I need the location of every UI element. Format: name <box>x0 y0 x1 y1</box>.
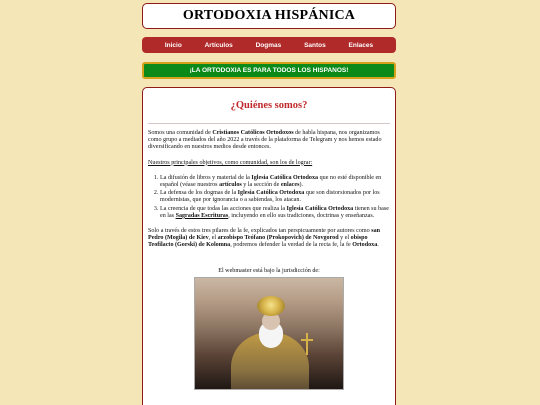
intro-paragraph <box>148 130 390 152</box>
pillars-saint-peter: san Pedro (Mogila) de Kiev <box>148 228 381 242</box>
banner-text: ¡LA ORTODOXIA ES PARA TODOS LOS HISPANOS! <box>189 67 349 74</box>
content-panel <box>142 87 396 405</box>
objective-item-3 <box>160 206 390 220</box>
pillars-text-i: . <box>377 242 379 249</box>
intro-text-a: Somos una comunidad de <box>148 130 213 136</box>
objectives-title: Nuestros principales objetivos, como comunidad, son los de lograr: <box>148 159 313 166</box>
pillars-theophylact: obispo Teofilacto (Gorski) de Kolomna <box>148 235 368 249</box>
page-heading: ¿Quiénes somos? <box>230 100 308 111</box>
nav-santos[interactable]: Santos <box>304 41 326 49</box>
objective-2-strong: Iglesia Católica Ortodoxa <box>237 190 305 197</box>
objectives-list <box>148 175 390 220</box>
objective-1-text-a: La difusión de libros y material de la <box>160 174 252 181</box>
nav-articulos[interactable]: Artículos <box>204 41 233 49</box>
main-navigation <box>142 37 396 53</box>
intro-text-c: de habla hispana, nos organizamos como grupo a mediados del año 2022 a través de la plataforma de Telegram y nos hemos estado diversificando en nuestros medios desde entonces. <box>148 130 382 151</box>
objective-1-text-e: y la sección de <box>241 182 281 189</box>
intro-strong: Cristianos Católicos Ortodoxos <box>212 130 294 136</box>
objective-item-1 <box>160 175 390 189</box>
objective-3-text-e: , incluyendo en ello sus tradiciones, doctrinas y enseñanzas. <box>228 212 375 219</box>
objective-1-text-c: que no esté disponible en español (véase nuestros <box>160 174 382 189</box>
objective-2-text-a: La defensa de los dogmas de la <box>160 190 238 197</box>
site-header <box>142 3 396 29</box>
objective-1-strong: Iglesia Católica Ortodoxa <box>251 174 319 181</box>
pillars-text-c: , el <box>208 235 218 242</box>
pillars-text-e: y el <box>338 235 351 242</box>
pillars-theophanes: arzobispo Teófano (Prokopovich) de Novgorod <box>217 235 339 242</box>
heading-divider <box>148 123 390 124</box>
objective-1-text-g: ). <box>299 182 304 189</box>
pillars-paragraph <box>148 228 390 250</box>
pillars-text-a: Solo a través de estos tres pilares de la fe, explicados tan perspicuamente por autores como <box>148 228 372 235</box>
pillars-text-g: , podremos defender la verdad de la recta fe, la fe <box>230 242 353 249</box>
scriptures-link[interactable]: Sagradas Escrituras <box>175 212 229 219</box>
nav-enlaces[interactable]: Enlaces <box>348 41 374 49</box>
bishop-photo <box>194 277 344 390</box>
site-title: ORTODOXIA HISPÁNICA <box>182 8 356 23</box>
objective-3-strong: Iglesia Católica Ortodoxa <box>286 205 354 212</box>
articles-link[interactable]: artículos <box>219 182 242 189</box>
objective-2-text-c: que son distorsionados por los modernistas, que por ignorancia o a sabiendas, los atacan. <box>160 190 380 204</box>
nav-inicio[interactable]: Inicio <box>164 41 182 49</box>
mission-banner <box>142 62 396 79</box>
objective-3-text-a: La creencia de que todas las acciones que realiza la <box>160 205 287 212</box>
links-link[interactable]: enlaces <box>280 182 300 189</box>
bishop-mitre-shape <box>257 296 285 316</box>
objective-3-text-c: tienen su base en las <box>160 205 389 219</box>
jurisdiction-text: El webmaster está bajo la jurisdicción de: <box>218 267 320 274</box>
bishop-cross-shape <box>306 333 308 355</box>
pillars-orthodox: Ortodoxa <box>352 242 378 249</box>
nav-dogmas[interactable]: Dogmas <box>255 41 282 49</box>
objective-item-2 <box>160 190 390 204</box>
